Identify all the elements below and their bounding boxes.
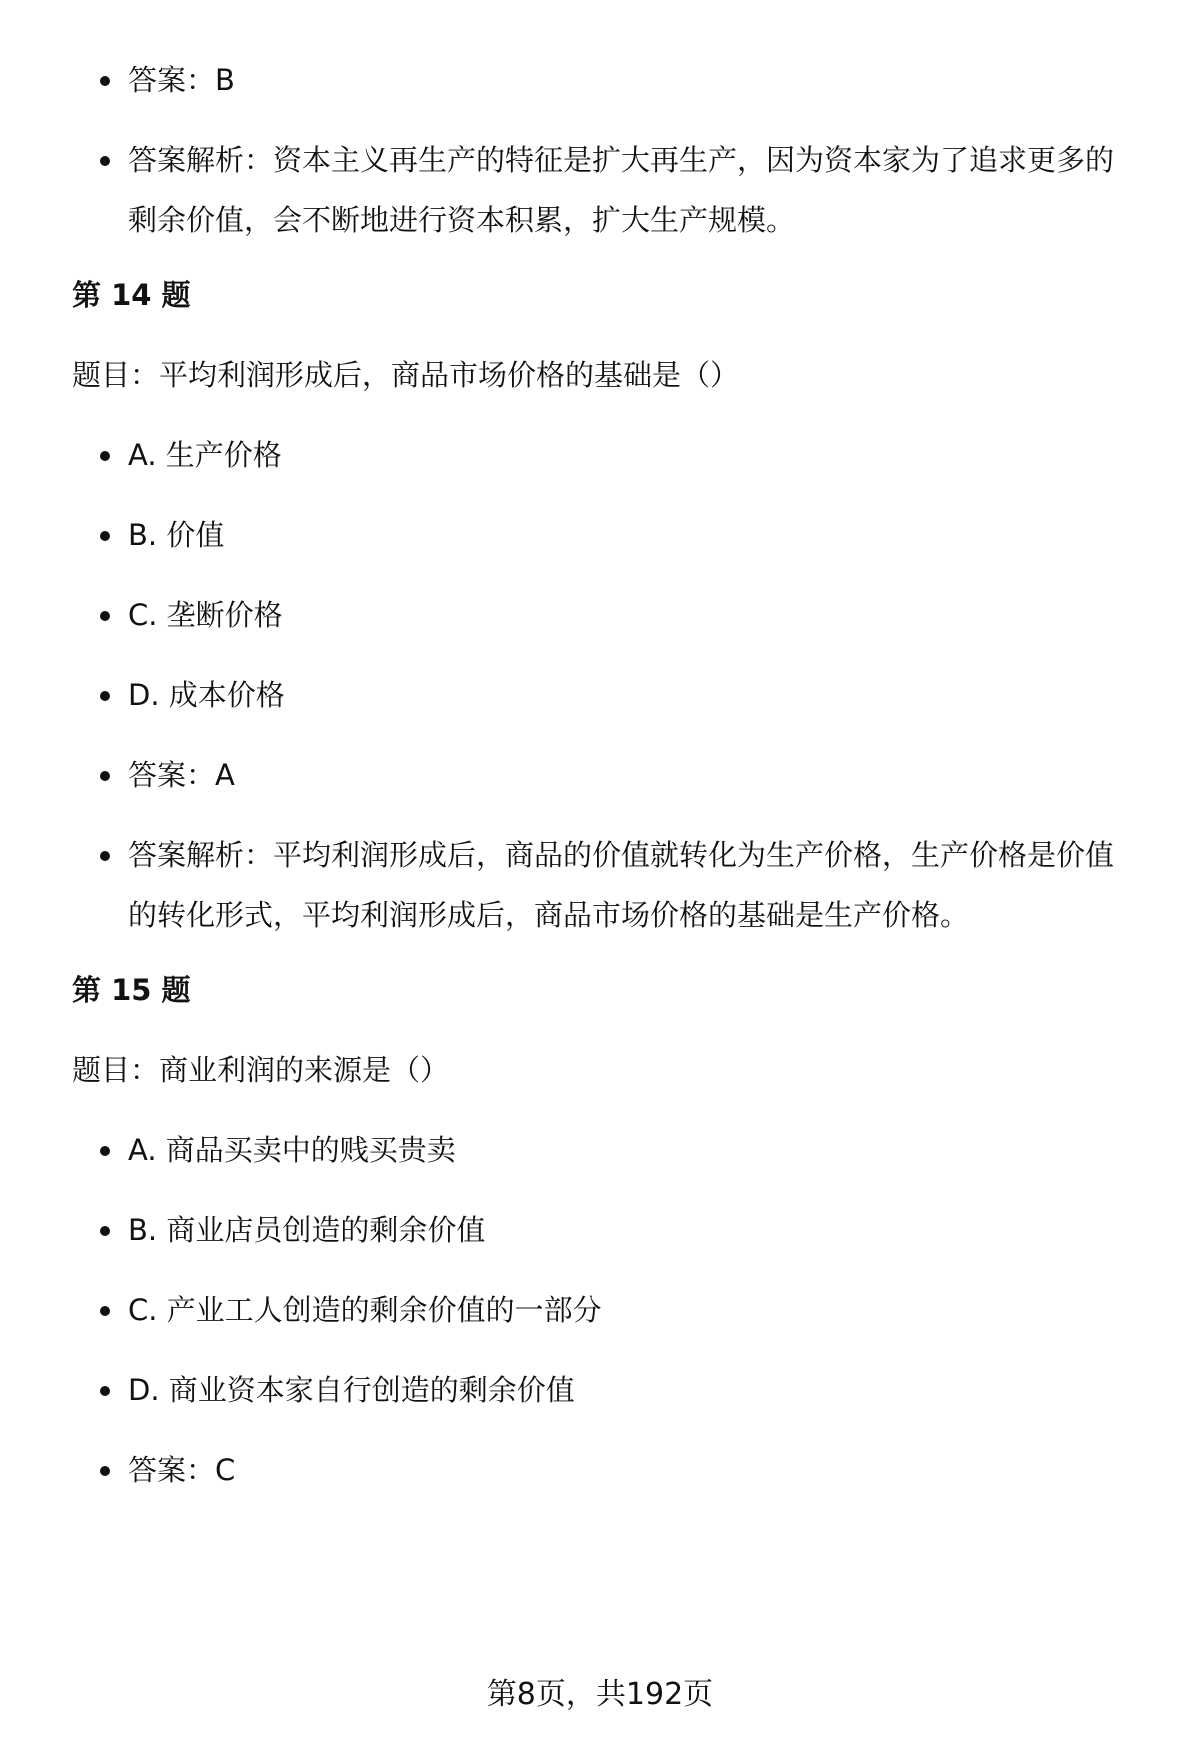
answer-text: 答案：C bbox=[128, 1453, 236, 1487]
question-text: 题目：商业利润的来源是（） bbox=[72, 1053, 450, 1087]
explanation-text: 答案解析：平均利润形成后，商品的价值就转化为生产价格，生产价格是价值的转化形式，平均利润形成后，商品市场价格的基础是生产价格。 bbox=[128, 838, 1115, 932]
option-d-text: D. 成本价格 bbox=[128, 678, 285, 712]
option-a-text: A. 生产价格 bbox=[128, 438, 282, 472]
question-text: 题目：平均利润形成后，商品市场价格的基础是（） bbox=[72, 358, 740, 392]
answer-text: 答案：B bbox=[128, 63, 235, 97]
option-a-text: A. 商品买卖中的贱买贵卖 bbox=[128, 1133, 456, 1167]
question-heading: 第 15 题 bbox=[72, 973, 191, 1007]
explanation-bullet bbox=[100, 825, 1140, 945]
option-b-text: B. 价值 bbox=[128, 518, 225, 552]
answer-text: 答案：A bbox=[128, 758, 235, 792]
explanation-bullet bbox=[100, 130, 1140, 250]
explanation-text: 答案解析：资本主义再生产的特征是扩大再生产，因为资本家为了追求更多的剩余价值，会不断地进行资本积累，扩大生产规模。 bbox=[128, 143, 1115, 237]
page-number: 第8页，共192页 bbox=[486, 1677, 714, 1712]
option-c-text: C. 产业工人创造的剩余价值的一部分 bbox=[128, 1293, 602, 1327]
option-b-text: B. 商业店员创造的剩余价值 bbox=[128, 1213, 486, 1247]
option-d-text: D. 商业资本家自行创造的剩余价值 bbox=[128, 1373, 575, 1407]
option-c-text: C. 垄断价格 bbox=[128, 598, 283, 632]
question-heading: 第 14 题 bbox=[72, 278, 191, 312]
